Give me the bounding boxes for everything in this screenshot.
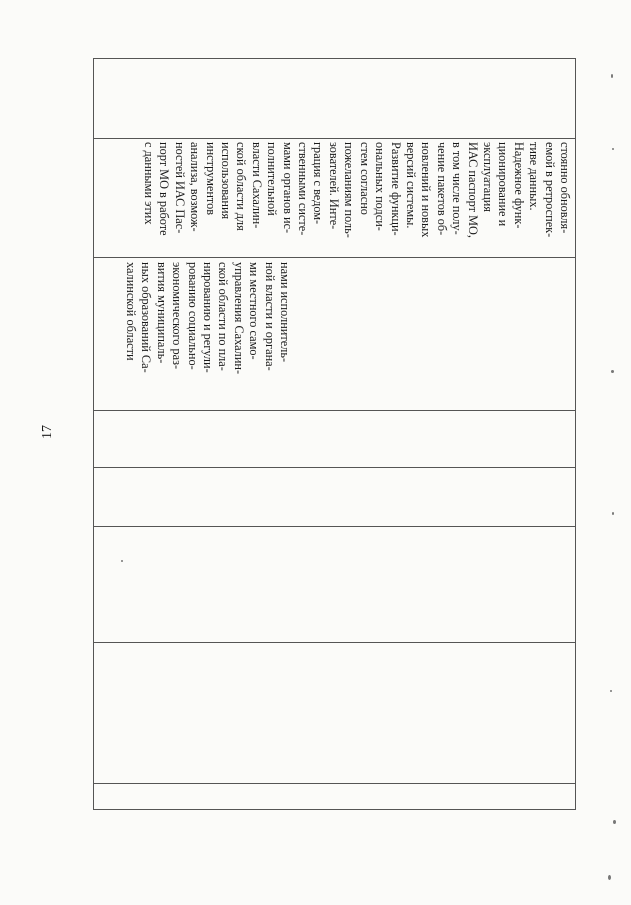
cell-line: ционирование и — [496, 142, 511, 227]
cell-line: ной власти и органа- — [262, 262, 277, 371]
column-divider — [93, 257, 576, 258]
cell-line: Развитие функци- — [388, 142, 403, 236]
cell-line: нированию и регули- — [200, 262, 215, 373]
cell-line: ственными систе- — [296, 142, 311, 236]
cell-line: полнительной — [265, 142, 280, 216]
scan-speck — [612, 512, 614, 515]
cell-line: порт МО в работе — [157, 142, 172, 236]
scan-speck — [608, 875, 611, 880]
cell-line: использования — [219, 142, 234, 220]
column-divider — [93, 783, 576, 784]
column-divider — [93, 410, 576, 411]
cell-line: новлений и новых — [419, 142, 434, 238]
cell-line: чение пакетов об- — [434, 142, 449, 236]
table-border-left — [93, 58, 94, 810]
results-cell — [100, 142, 572, 255]
cell-line: пожеланиям поль- — [342, 142, 357, 238]
cell-line: ми местного само- — [247, 262, 262, 360]
cell-line: эксплуатация — [480, 142, 495, 213]
scan-speck — [610, 690, 612, 692]
cell-line: ИАС паспорт МО, — [465, 142, 480, 238]
cell-line: версий системы. — [403, 142, 418, 229]
column-divider — [93, 642, 576, 643]
cell-line: грация с ведом- — [311, 142, 326, 225]
table-border-right — [575, 58, 576, 810]
cell-line: стоянно обновля- — [558, 142, 572, 234]
cell-line: в том числе полу- — [450, 142, 465, 235]
cell-line: управления Сахалин- — [231, 262, 246, 375]
cell-line: ской области для — [234, 142, 249, 231]
scan-speck — [613, 820, 616, 824]
scan-speck — [611, 370, 614, 373]
page-number: 17 — [40, 425, 55, 439]
cell-line: экономического раз- — [170, 262, 185, 370]
column-divider — [93, 467, 576, 468]
scan-speck — [611, 74, 613, 78]
cell-line: халинской области — [123, 262, 138, 361]
cell-line: нами исполнитель- — [278, 262, 292, 363]
cell-line: рованию социально- — [185, 262, 200, 370]
cell-line: власти Сахалин- — [249, 142, 264, 229]
cell-line: емой в ретроспек- — [542, 142, 557, 238]
cell-line: ностей ИАС Пас- — [172, 142, 187, 234]
cell-line: стем согласно — [357, 142, 372, 215]
cell-line: анализа, возмож- — [188, 142, 203, 232]
cell-line: ской области по пла- — [216, 262, 231, 371]
scan-speck — [612, 148, 614, 150]
cell-line: зователей. Инте- — [326, 142, 341, 230]
scan-speck — [121, 560, 123, 562]
cell-line: ных образований Са- — [139, 262, 154, 373]
cell-line: вития муниципаль- — [154, 262, 169, 364]
organization-cell — [98, 262, 292, 407]
cell-line: тиве данных. — [527, 142, 542, 211]
column-divider — [93, 526, 576, 527]
cell-line: ональных подси- — [373, 142, 388, 231]
row-divider — [93, 138, 576, 139]
cell-line: с данными этих — [142, 142, 157, 225]
cell-line: Надежное функ- — [511, 142, 526, 229]
table-border-bottom — [93, 809, 576, 810]
cell-line: инструментов — [203, 142, 218, 216]
table-border-top — [93, 58, 576, 59]
cell-line: мами органов ис- — [280, 142, 295, 234]
